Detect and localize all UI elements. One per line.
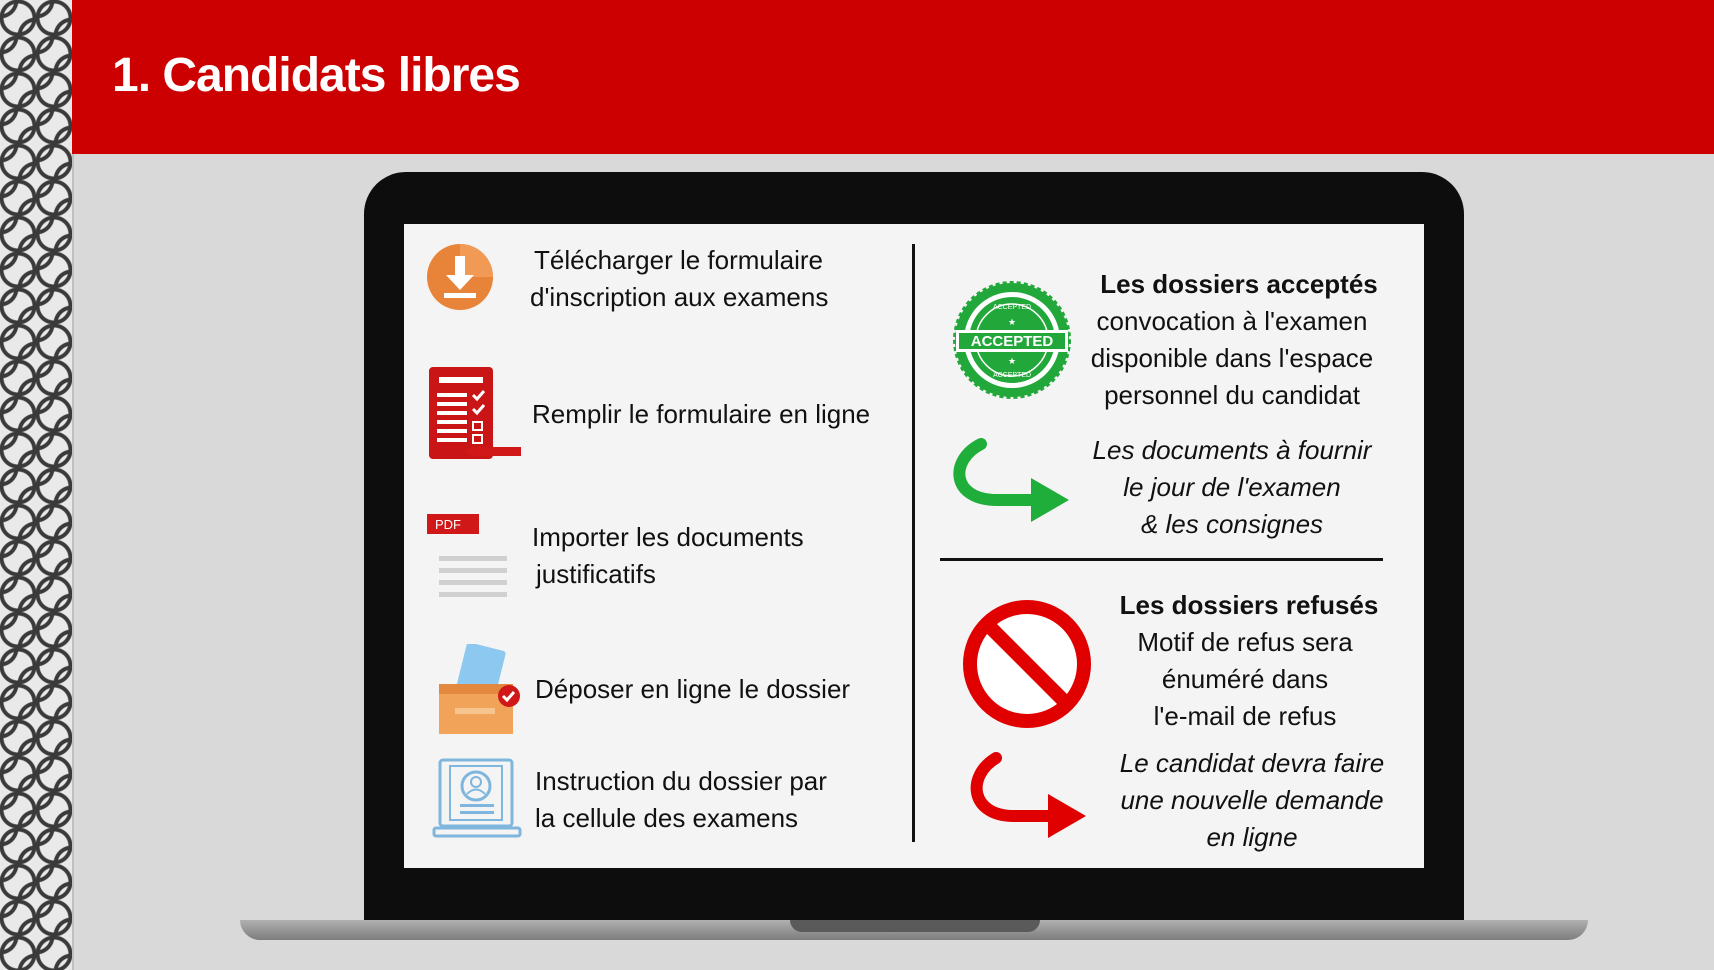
refused-followup: Le candidat devra faire une nouvelle demande en ligne: [1119, 748, 1385, 852]
step-fill-form-text: Remplir le formulaire en ligne: [532, 399, 871, 429]
refused-heading: Les dossiers refusés: [1119, 590, 1379, 620]
vertical-divider: [912, 244, 915, 842]
submit-box-icon: [437, 644, 523, 736]
accepted-stamp-icon: [952, 280, 1072, 400]
download-icon: [425, 242, 495, 312]
green-curved-arrow-icon: [945, 438, 1075, 528]
svg-text:ACCEPTED: ACCEPTED: [992, 304, 1032, 311]
red-curved-arrow-icon: [962, 752, 1092, 842]
svg-text:★: ★: [1007, 356, 1017, 366]
review-profile-icon: [432, 756, 522, 842]
step-review-text: Instruction du dossier par la cellule des examens: [535, 766, 827, 833]
accepted-followup: Les documents à fournir le jour de l'examen & les consignes: [1092, 435, 1372, 539]
step-submit-text: Déposer en ligne le dossier: [535, 674, 851, 704]
accepted-heading: Les dossiers acceptés: [1100, 269, 1378, 299]
accepted-description: Les dossiers acceptés convocation à l'examen disponible dans l'espace personnel du candidat: [1072, 266, 1392, 414]
horizontal-divider: [940, 558, 1383, 561]
refused-description: Les dossiers refusés Motif de refus sera énuméré dans l'e-mail de refus: [1085, 587, 1405, 735]
svg-text:★: ★: [1007, 317, 1017, 327]
svg-text:PDF: PDF: [435, 517, 461, 532]
svg-text:ACCEPTED: ACCEPTED: [970, 333, 1054, 350]
step-import-documents-text: Importer les documents justificatifs: [532, 522, 804, 589]
pdf-document-icon: [427, 510, 511, 606]
form-checklist-icon: [427, 365, 523, 461]
svg-text:ACCEPTED: ACCEPTED: [992, 372, 1032, 379]
laptop-notch: [790, 920, 1040, 932]
step-download-text: Télécharger le formulaire d'inscription aux examens: [530, 245, 829, 312]
decorative-pattern-strip: [0, 0, 74, 970]
page-title: 1. Candidats libres: [112, 49, 520, 102]
prohibited-icon: [960, 597, 1094, 731]
